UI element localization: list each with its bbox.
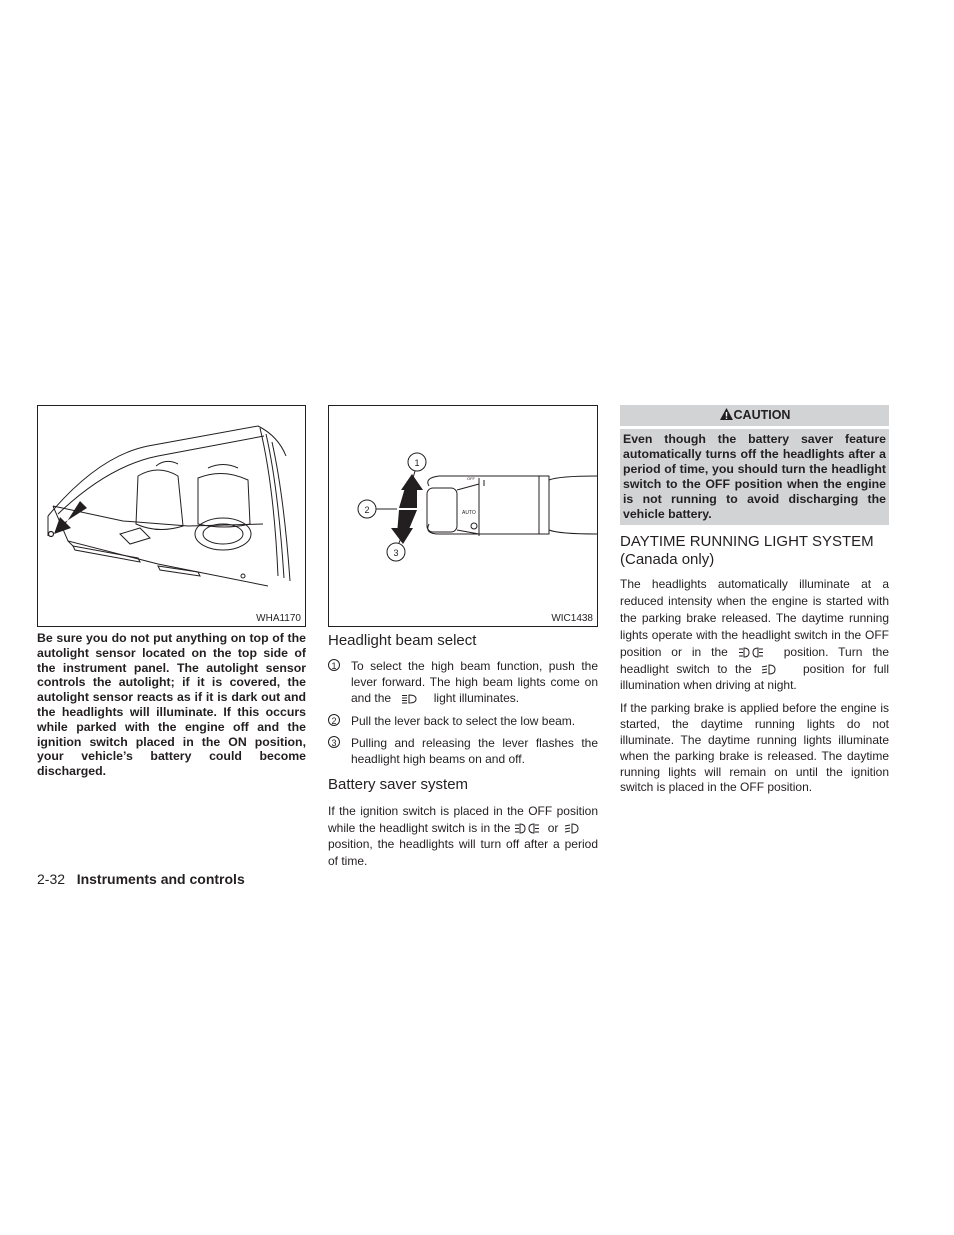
figure-code: WHA1170: [256, 613, 301, 624]
item-number: 2: [328, 714, 340, 726]
headlight-icon: [562, 822, 592, 835]
caution-title: CAUTION: [733, 408, 791, 422]
switch-label-auto: AUTO: [462, 510, 476, 516]
autolight-warning: Be sure you do not put anything on top of the autolight sensor located on the top side of the instrument panel. The autolight sensor controls the autolight; if it is covered, the autolight sensor reacts as if it is dark out and the headlights will illuminate. If this occurs while parked with the engine off and the ignition switch placed in the ON position, your vehicle’s battery could become discharged.: [37, 631, 306, 779]
warning-triangle-icon: [719, 407, 734, 421]
item-number: 1: [328, 659, 340, 671]
list-item: [328, 713, 598, 729]
lever-illustration: [329, 406, 597, 626]
figure-autolight-sensor: [37, 405, 306, 627]
caution-text: Even though the battery saver feature automatically turns off the headlights after a period of time, you should turn the headlight switch to the OFF position when the engine is not running to avoid discharging the vehicle battery.: [620, 429, 889, 525]
item-text: To select the high beam function, push the lever forward. The high beam lights come on and the: [351, 659, 598, 706]
callout-2: 2: [364, 505, 370, 515]
drl-paragraph-1: The headlights automatically illuminate at a reduced intensity when the engine is started with the parking brake released. The daytime running lights operate with the headlight switch in the OFF position or in the position. Turn the headlight switch to the position for full illumination when driving at night.: [620, 577, 889, 693]
high-beam-icon: [400, 693, 424, 705]
section-title: Instruments and controls: [76, 871, 245, 887]
drl-subheading: (Canada only): [620, 551, 715, 568]
list-item: [328, 658, 598, 707]
parking-light-icon: [738, 646, 768, 659]
drl-paragraph-2: If the parking brake is applied before the engine is started, the daytime running lights do not illuminate. The daytime running lights illuminate when the parking brake is released. The daytime running lights will remain on until the ignition switch is placed in the OFF position.: [620, 701, 889, 795]
right-column: [620, 405, 889, 796]
callout-3: 3: [393, 548, 399, 558]
headlight-icon: [759, 663, 789, 676]
list-item: [328, 735, 598, 767]
item-number: 3: [328, 736, 340, 748]
page-number: 2-32: [37, 871, 66, 887]
drl-heading: DAYTIME RUNNING LIGHT SYSTEM: [620, 533, 874, 550]
caution-header: [620, 405, 889, 426]
parking-light-icon: [514, 822, 544, 835]
middle-column: [328, 632, 598, 869]
left-column: [37, 631, 306, 779]
beam-heading: Headlight beam select: [328, 632, 477, 649]
dashboard-illustration: [38, 406, 305, 626]
item-text: Pulling and releasing the lever flashes the headlight high beams on and off.: [351, 735, 598, 767]
figure-headlight-lever: [328, 405, 598, 627]
switch-label-off: OFF: [467, 476, 475, 481]
callout-1: 1: [414, 458, 420, 468]
saver-heading: Battery saver system: [328, 776, 469, 794]
saver-paragraph: If the ignition switch is placed in the OFF position while the headlight switch is in the or position, the headlights will turn off after a period of time.: [328, 804, 598, 868]
item-text-b: light illuminates.: [433, 691, 520, 706]
figure-code: WIC1438: [551, 613, 593, 624]
page-footer: [37, 871, 245, 887]
item-text: Pull the lever back to select the low beam.: [351, 713, 576, 728]
